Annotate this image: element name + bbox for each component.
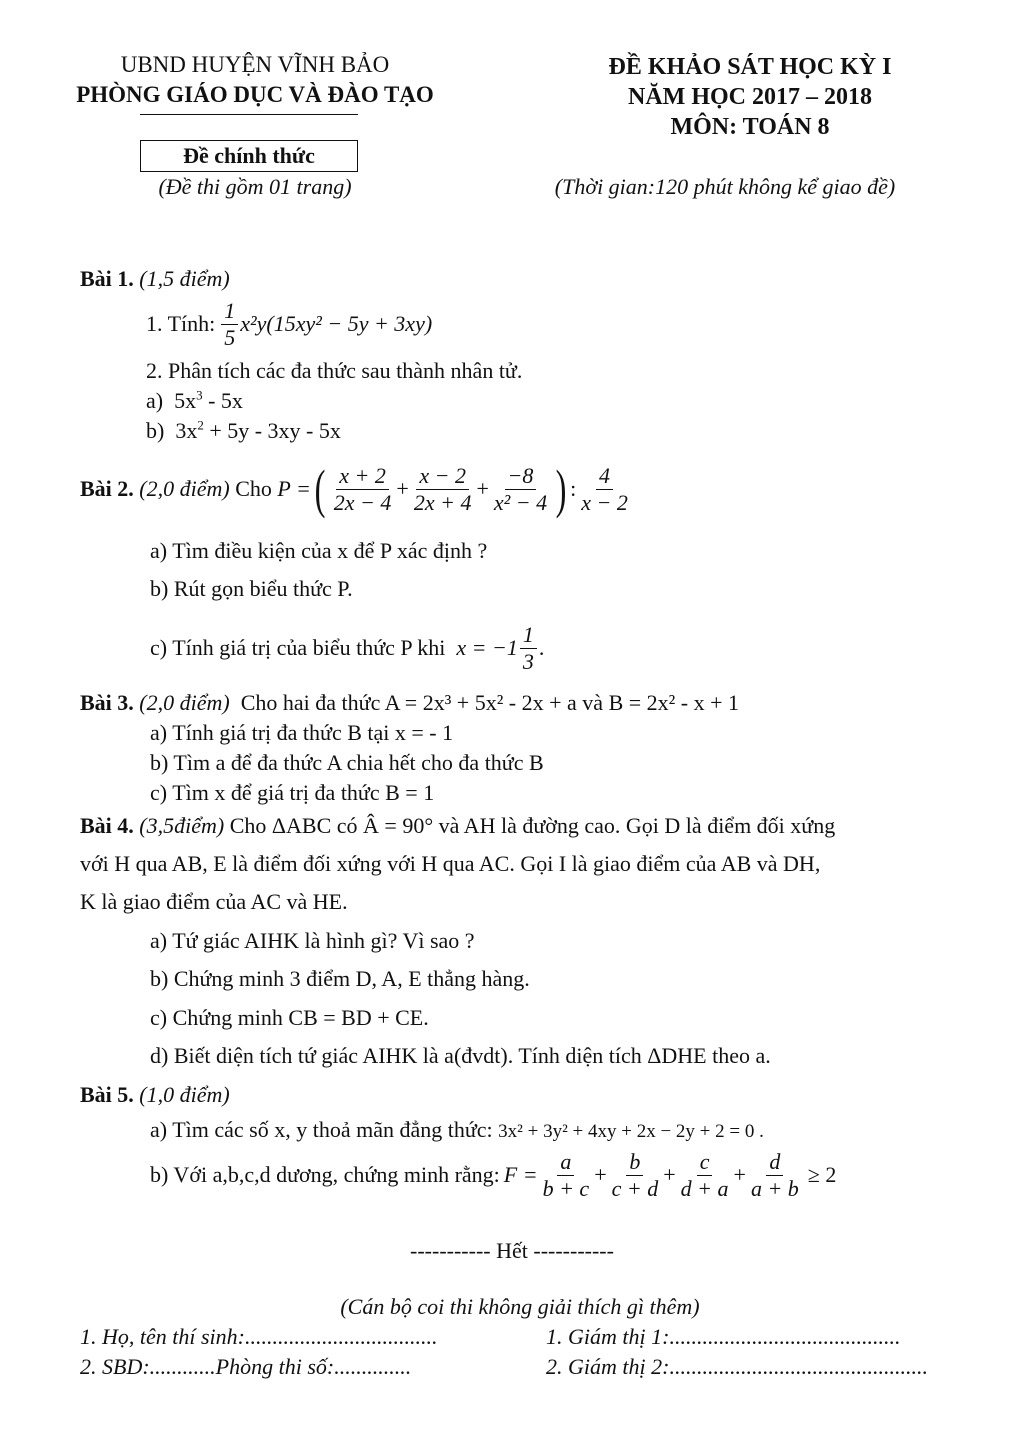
office-name: PHÒNG GIÁO DỤC VÀ ĐÀO TẠO bbox=[76, 82, 434, 107]
frac-den: c + d bbox=[611, 1175, 659, 1201]
frac-den: a + b bbox=[750, 1175, 799, 1201]
frac-den: 5 bbox=[224, 324, 236, 350]
frac-den: 2x + 4 bbox=[413, 489, 472, 515]
bai2-points: (2,0 điểm) bbox=[139, 476, 230, 502]
candidate-name-field: 1. Họ, tên thí sinh:................................... bbox=[80, 1324, 438, 1349]
frac-den: 2x − 4 bbox=[333, 489, 392, 515]
bai3-points: (2,0 điểm) bbox=[139, 690, 230, 715]
bai2-frac1 bbox=[331, 462, 395, 515]
divide-sign: : bbox=[570, 476, 577, 502]
plus-sign: + bbox=[663, 1162, 676, 1188]
bai1-qa-exp: 3 bbox=[196, 387, 203, 403]
bai1-qb-tail: + 5y - 3xy - 5x bbox=[203, 418, 341, 443]
frac-num: d bbox=[766, 1151, 783, 1176]
plus-sign: + bbox=[594, 1162, 607, 1188]
frac-num: 4 bbox=[596, 465, 613, 490]
plus-sign: + bbox=[476, 476, 489, 502]
bai5-qa-equation: 3x² + 3y² + 4xy + 2x − 2y + 2 = 0 . bbox=[498, 1121, 764, 1142]
bai3-intro: Cho hai đa thức A = 2x³ + 5x² - 2x + a và B = 2x² - x + 1 bbox=[240, 690, 739, 715]
bai1-q1-expr: x²y(15xy² − 5y + 3xy) bbox=[240, 311, 433, 337]
frac-num: −8 bbox=[505, 465, 537, 490]
department-name: UBND HUYỆN VĨNH BẢO bbox=[120, 52, 390, 77]
bai3-qa: a) Tính giá trị đa thức B tại x = - 1 bbox=[150, 720, 454, 745]
bai5-term3 bbox=[678, 1148, 732, 1201]
sbd-room-field: 2. SBD:............Phòng thi số:.............. bbox=[80, 1354, 412, 1379]
bai1-q1-label: 1. Tính: bbox=[146, 311, 216, 337]
bai5-heading bbox=[80, 1082, 230, 1107]
bai5-term1 bbox=[540, 1148, 593, 1201]
bai5-term2 bbox=[609, 1148, 662, 1201]
bai2-intro: Cho bbox=[235, 476, 272, 502]
bai4-line3: K là giao điểm của AC và HE. bbox=[80, 889, 348, 914]
frac-num: a bbox=[557, 1151, 574, 1176]
bai2-heading bbox=[80, 456, 633, 522]
official-badge: Đề chính thức bbox=[140, 140, 358, 172]
bai4-line2: với H qua AB, E là điểm đối xứng với H qua AC. Gọi I là giao điểm của AB và DH, bbox=[80, 851, 821, 876]
bai4-heading bbox=[80, 813, 835, 838]
bai5-term4 bbox=[748, 1148, 802, 1201]
bai5-rhs: ≥ 2 bbox=[807, 1162, 837, 1188]
frac-num: x − 2 bbox=[416, 465, 469, 490]
frac-num: 1 bbox=[221, 300, 238, 325]
bai1-qb-base: 3x bbox=[175, 418, 198, 443]
bai2-title: Bài 2. bbox=[80, 476, 134, 502]
bai2-qc-lhs: x = −1 bbox=[456, 635, 518, 661]
bai5-qb-text: b) Với a,b,c,d dương, chứng minh rằng: bbox=[150, 1162, 500, 1188]
school-year: NĂM HỌC 2017 – 2018 bbox=[628, 84, 872, 110]
invigilator2-field: 2. Giám thị 2:............................................... bbox=[546, 1354, 928, 1379]
bai2-qb: b) Rút gọn biểu thức P. bbox=[150, 576, 353, 601]
frac-den: 3 bbox=[522, 648, 534, 674]
frac-num: c bbox=[697, 1151, 713, 1176]
bai1-qa-label: a) bbox=[146, 388, 164, 413]
bai1-qa-tail: - 5x bbox=[202, 388, 243, 413]
bai1-q1 bbox=[146, 296, 432, 352]
bai1-heading bbox=[80, 266, 230, 291]
bai1-q1-fraction bbox=[221, 297, 238, 350]
bai2-qc-text: c) Tính giá trị của biểu thức P khi bbox=[150, 635, 446, 661]
bai1-qb-exp: 2 bbox=[197, 417, 204, 433]
bai3-qb: b) Tìm a để đa thức A chia hết cho đa thức B bbox=[150, 750, 544, 775]
bai2-p-lhs: P = bbox=[277, 476, 311, 502]
frac-den: d + a bbox=[680, 1175, 729, 1201]
bai4-qd: d) Biết diện tích tứ giác AIHK là a(đvdt). Tính diện tích ΔDHE theo a. bbox=[150, 1043, 771, 1068]
frac-den: x² − 4 bbox=[493, 489, 548, 515]
pages-note: (Đề thi gồm 01 trang) bbox=[158, 174, 352, 199]
frac-num: x + 2 bbox=[336, 465, 389, 490]
exam-title: ĐỀ KHẢO SÁT HỌC KỲ I bbox=[608, 54, 892, 80]
right-paren: ) bbox=[555, 459, 567, 519]
bai5-title: Bài 5. bbox=[80, 1082, 134, 1107]
bai1-q2: 2. Phân tích các đa thức sau thành nhân tử. bbox=[146, 358, 523, 383]
bai1-qa bbox=[146, 388, 243, 413]
bai3-qc: c) Tìm x để giá trị đa thức B = 1 bbox=[150, 780, 435, 805]
bai1-points: (1,5 điểm) bbox=[139, 266, 230, 291]
time-note: (Thời gian:120 phút không kể giao đề) bbox=[554, 174, 896, 199]
bai5-qa-text: a) Tìm các số x, y thoả mãn đẳng thức: bbox=[150, 1117, 493, 1142]
frac-num: 1 bbox=[520, 624, 537, 649]
bai3-heading bbox=[80, 690, 739, 715]
bai4-title: Bài 4. bbox=[80, 813, 134, 838]
bai2-qc: c) Tính giá trị của biểu thức P khi x = −1 $\frac{1}{3}$ . bbox=[150, 621, 545, 674]
bai5-qa bbox=[150, 1117, 764, 1143]
bai4-qa: a) Tứ giác AIHK là hình gì? Vì sao ? bbox=[150, 928, 475, 953]
frac-den: b + c bbox=[542, 1175, 590, 1201]
bai2-frac4 bbox=[578, 462, 631, 515]
plus-sign: + bbox=[396, 476, 409, 502]
bai1-title: Bài 1. bbox=[80, 266, 134, 291]
bai3-title: Bài 3. bbox=[80, 690, 134, 715]
bai2-frac3 bbox=[491, 462, 550, 515]
left-paren: ( bbox=[314, 459, 326, 519]
bai1-qa-base: 5x bbox=[174, 388, 197, 413]
invigilator1-field: 1. Giám thị 1:.......................................... bbox=[546, 1324, 901, 1349]
bai5-f-lhs: F = bbox=[503, 1162, 538, 1188]
bai4-qb: b) Chứng minh 3 điểm D, A, E thẳng hàng. bbox=[150, 966, 530, 991]
bai1-qb-label: b) bbox=[146, 418, 165, 443]
end-marker: ----------- Hết ----------- bbox=[410, 1238, 614, 1263]
bai4-qc: c) Chứng minh CB = BD + CE. bbox=[150, 1005, 429, 1030]
frac-num: b bbox=[626, 1151, 643, 1176]
bai2-qc-frac bbox=[520, 621, 537, 674]
bai2-qa: a) Tìm điều kiện của x để P xác định ? bbox=[150, 538, 488, 563]
bai2-frac2 bbox=[411, 462, 475, 515]
frac-den: x − 2 bbox=[581, 489, 628, 515]
bai1-qb bbox=[146, 418, 341, 443]
subject: MÔN: TOÁN 8 bbox=[670, 114, 830, 140]
bai4-line1: Cho ΔABC có Â = 90° và AH là đường cao. Gọi D là điểm đối xứng bbox=[229, 813, 836, 838]
header-underline bbox=[140, 114, 358, 115]
bai4-points: (3,5điểm) bbox=[139, 813, 225, 838]
proctor-note: (Cán bộ coi thi không giải thích gì thêm) bbox=[340, 1294, 700, 1319]
bai5-points: (1,0 điểm) bbox=[139, 1082, 230, 1107]
bai5-qb bbox=[150, 1146, 836, 1204]
plus-sign: + bbox=[733, 1162, 746, 1188]
